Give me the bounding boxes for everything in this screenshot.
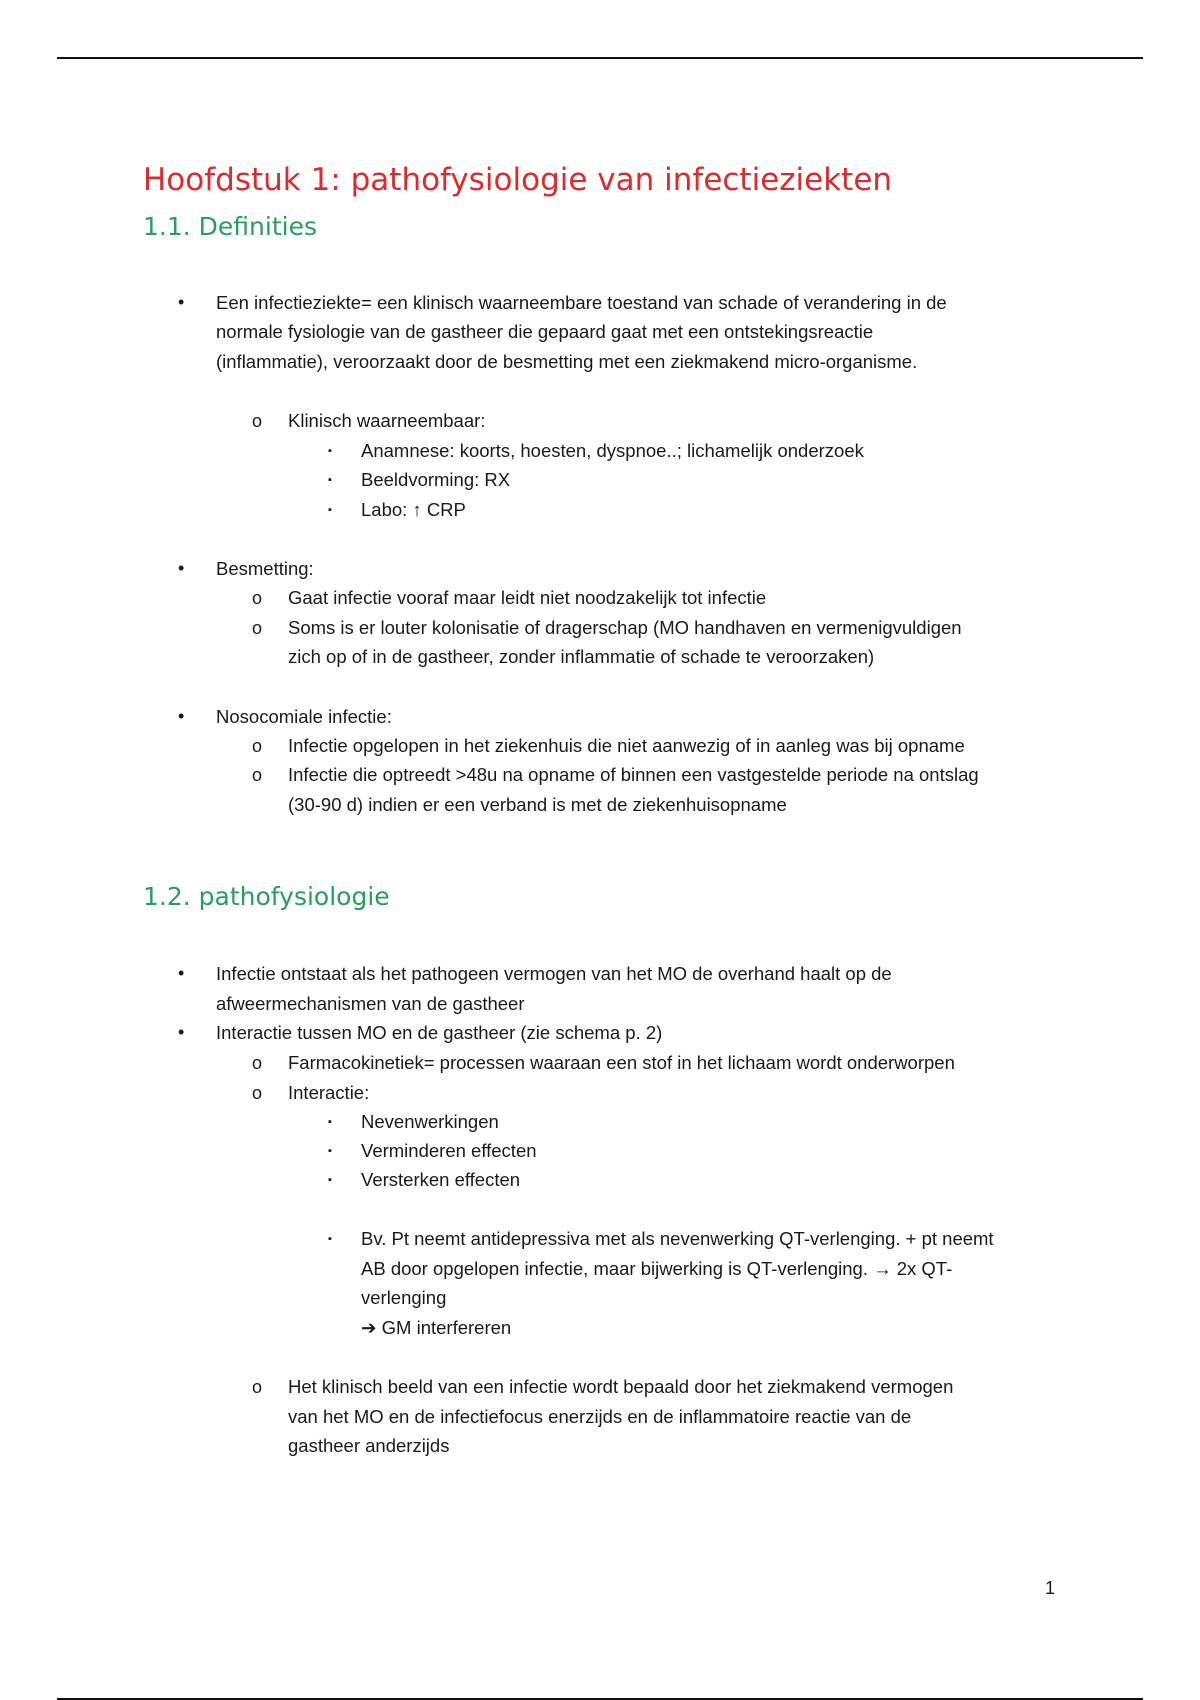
besmetting-item: Gaat infectie vooraf maar leidt niet noodzakelijk tot infectie <box>288 587 767 608</box>
square-marker: ▪ <box>328 1116 332 1128</box>
section-heading-pathofysiologie: 1.2. pathofysiologie <box>143 882 390 911</box>
bullet-marker: • <box>178 963 185 983</box>
klinisch-item: Labo: ↑ CRP <box>361 499 466 520</box>
interactie-label: Interactie: <box>288 1082 370 1103</box>
klinisch-label: Klinisch waarneembaar: <box>288 410 486 431</box>
circle-marker: o <box>252 1053 263 1073</box>
nosocomiale-item: Infectie opgelopen in het ziekenhuis die niet aanwezig of in aanleg was bij opname <box>288 735 965 756</box>
circle-marker: o <box>252 588 263 608</box>
circle-marker: o <box>252 618 263 638</box>
square-marker: ▪ <box>328 504 332 516</box>
ontstaan-line: Infectie ontstaat als het pathogeen vermogen van het MO de overhand haalt op de <box>216 963 892 984</box>
definition-line: (inflammatie), veroorzaakt door de besmetting met een ziekmakend micro-organisme. <box>216 351 918 372</box>
farmacokinetiek-item: Farmacokinetiek= processen waaraan een stof in het lichaam wordt onderworpen <box>288 1052 955 1073</box>
square-marker: ▪ <box>328 1233 332 1245</box>
square-marker: ▪ <box>328 1174 332 1186</box>
klinisch-beeld-line: Het klinisch beeld van een infectie wordt bepaald door het ziekmakend vermogen <box>288 1376 954 1397</box>
example-line: verlenging <box>361 1287 447 1308</box>
bullet-marker: • <box>178 558 185 578</box>
besmetting-item: Soms is er louter kolonisatie of dragerschap (MO handhaven en vermenigvuldigen <box>288 617 962 638</box>
square-marker: ▪ <box>328 1145 332 1157</box>
circle-marker: o <box>252 1083 263 1103</box>
circle-marker: o <box>252 411 263 431</box>
nosocomiale-item-continued: (30-90 d) indien er een verband is met de ziekenhuisopname <box>288 794 787 815</box>
chapter-heading: Hoofdstuk 1: pathofysiologie van infectieziekten <box>143 162 893 198</box>
page-number: 1 <box>1045 1578 1056 1598</box>
circle-marker: o <box>252 765 263 785</box>
interactie-item: Nevenwerkingen <box>361 1111 499 1132</box>
nosocomiale-label: Nosocomiale infectie: <box>216 706 392 727</box>
klinisch-item: Beeldvorming: RX <box>361 469 511 490</box>
bullet-marker: • <box>178 1022 185 1042</box>
header-rule <box>57 57 1143 59</box>
interactie-item: Versterken effecten <box>361 1169 521 1190</box>
klinisch-beeld-line: gastheer anderzijds <box>288 1435 450 1456</box>
square-marker: ▪ <box>328 445 332 457</box>
ontstaan-line: afweermechanismen van de gastheer <box>216 993 525 1014</box>
interactie-item: Verminderen effecten <box>361 1140 537 1161</box>
bullet-marker: • <box>178 706 185 726</box>
bullet-marker: • <box>178 292 185 312</box>
definition-line: Een infectieziekte= een klinisch waarneembare toestand van schade of verandering in de <box>216 292 947 313</box>
nosocomiale-item: Infectie die optreedt >48u na opname of binnen een vastgestelde periode na ontslag <box>288 764 979 785</box>
square-marker: ▪ <box>328 474 332 486</box>
section-heading-definities: 1.1. Definities <box>143 212 317 241</box>
example-line: Bv. Pt neemt antidepressiva met als nevenwerking QT-verlenging. + pt neemt <box>361 1228 994 1249</box>
besmetting-label: Besmetting: <box>216 558 314 579</box>
example-conclusion: ➔ GM interfereren <box>361 1317 512 1338</box>
klinisch-item: Anamnese: koorts, hoesten, dyspnoe..; lichamelijk onderzoek <box>361 440 864 461</box>
definition-line: normale fysiologie van de gastheer die gepaard gaat met een ontstekingsreactie <box>216 321 874 342</box>
interactie-mo-line: Interactie tussen MO en de gastheer (zie schema p. 2) <box>216 1022 663 1043</box>
besmetting-item-continued: zich op of in de gastheer, zonder inflammatie of schade te veroorzaken) <box>288 646 875 667</box>
circle-marker: o <box>252 736 263 756</box>
klinisch-beeld-line: van het MO en de infectiefocus enerzijds en de inflammatoire reactie van de <box>288 1406 912 1427</box>
example-line: AB door opgelopen infectie, maar bijwerking is QT-verlenging. → 2x QT- <box>361 1258 953 1279</box>
circle-marker: o <box>252 1377 263 1397</box>
